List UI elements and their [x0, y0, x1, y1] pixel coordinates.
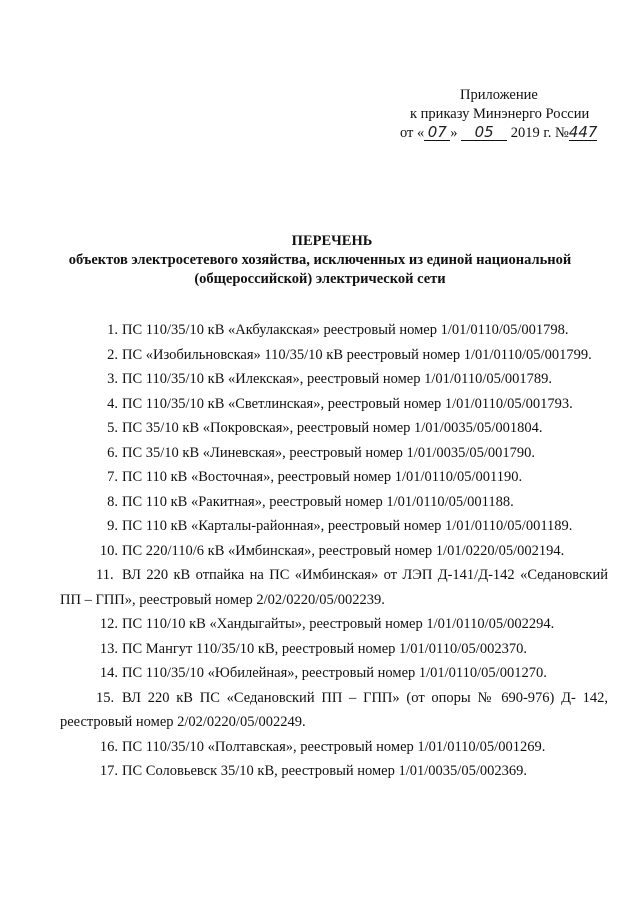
list-item-text: ПС «Изобильновская» 110/35/10 кВ реестровый номер 1/01/0110/05/001799. — [122, 346, 592, 363]
list-item — [60, 441, 608, 466]
list-item-text: ПС 110 кВ «Ракитная», реестровый номер 1/01/0110/05/001188. — [122, 493, 514, 510]
list-item-number: 3. — [107, 371, 118, 387]
list-item-number: 10. — [99, 542, 118, 559]
list-item-number: 9. — [107, 518, 118, 534]
list-item — [60, 563, 608, 612]
appendix-block — [400, 86, 630, 143]
list-item-number: 4. — [107, 395, 118, 412]
list-item — [60, 465, 608, 490]
list-item — [60, 637, 608, 662]
list-item-number: 5. — [107, 420, 118, 436]
list-item-text: ПС 110/35/10 «Юбилейная», реестровый номер 1/01/0110/05/001270. — [122, 665, 547, 681]
list-item-number: 13. — [99, 640, 118, 657]
objects-list — [60, 318, 608, 784]
list-item-number: 7. — [107, 469, 118, 485]
list-item — [60, 514, 608, 539]
title-subtitle-line1: объектов электросетевого хозяйства, исключенных из единой национальной — [68, 252, 572, 268]
list-item — [60, 661, 608, 686]
list-item — [60, 735, 608, 760]
list-item-number: 17. — [99, 763, 118, 779]
title-subtitle-line2: (общероссийской) электрической сети — [194, 271, 446, 287]
list-item-number: 1. — [107, 322, 118, 338]
title-main: ПЕРЕЧЕНЬ — [291, 233, 373, 249]
list-item — [60, 612, 608, 637]
list-item-text: ПС 110/35/10 «Полтавская», реестровый номер 1/01/0110/05/001269. — [122, 738, 546, 755]
list-item-text: ПС 35/10 кВ «Покровская», реестровый номер 1/01/0035/05/001804. — [122, 420, 543, 436]
list-item-number: 6. — [107, 444, 118, 461]
list-item — [60, 416, 608, 441]
document-title — [0, 232, 640, 289]
list-item-text: ПС 35/10 кВ «Линевская», реестровый номер 1/01/0035/05/001790. — [122, 444, 536, 461]
handwritten-order-number: 447 — [568, 123, 598, 141]
handwritten-month: 05 — [461, 125, 507, 141]
list-item-text: ПС 110 кВ «Восточная», реестровый номер 1/01/0110/05/001190. — [122, 469, 523, 485]
appendix-order-ref: к приказу Минэнерго России — [410, 106, 590, 122]
list-item-number: 12. — [99, 616, 118, 632]
list-item — [60, 392, 608, 417]
list-item-text: ПС 220/110/6 кВ «Имбинская», реестровый номер 1/01/0220/05/002194. — [122, 542, 565, 559]
list-item-number: 14. — [99, 665, 118, 681]
handwritten-day: 07 — [424, 125, 450, 141]
list-item-text: ПС Соловьевск 35/10 кВ, реестровый номер 1/01/0035/05/002369. — [122, 763, 527, 779]
list-item-text: ПС 110/35/10 кВ «Илекская», реестровый номер 1/01/0110/05/001789. — [122, 371, 553, 387]
appendix-date-line — [400, 124, 630, 143]
list-item — [60, 490, 608, 515]
list-item — [60, 686, 608, 735]
date-prefix: от « — [400, 125, 425, 141]
list-item — [60, 343, 608, 368]
list-item-text: ПС 110/35/10 кВ «Светлинская», реестровый номер 1/01/0110/05/001793. — [122, 395, 573, 412]
list-item — [60, 759, 608, 784]
list-item-number: 11. — [96, 567, 114, 583]
date-year: 2019 г. № — [510, 125, 569, 141]
list-item-number: 16. — [99, 738, 118, 755]
list-item-number: 15. — [96, 689, 115, 706]
list-item-text: ПС Мангут 110/35/10 кВ, реестровый номер 1/01/0110/05/002370. — [122, 640, 527, 657]
list-item-text: ПС 110/10 кВ «Хандыгайты», реестровый номер 1/01/0110/05/002294. — [122, 616, 555, 632]
appendix-title: Приложение — [460, 87, 538, 103]
date-separator: » — [450, 125, 458, 141]
list-item-number: 2. — [107, 346, 118, 363]
list-item-text: ВЛ 220 кВ ПС «Седановский ПП – ГПП» (от опоры № 690-976) Д- 142, реестровый номер 2/02/0220/05/002249. — [60, 689, 608, 730]
list-item — [60, 367, 608, 392]
list-item-text: ВЛ 220 кВ отпайка на ПС «Имбинская» от ЛЭП Д-141/Д-142 «Седановский ПП – ГПП», реестровый номер 2/02/0220/05/002239. — [60, 567, 608, 608]
list-item-number: 8. — [107, 493, 118, 510]
list-item — [60, 318, 608, 343]
list-item-text: ПС 110 кВ «Карталы-районная», реестровый номер 1/01/0110/05/001189. — [122, 518, 573, 534]
list-item — [60, 539, 608, 564]
list-item-text: ПС 110/35/10 кВ «Акбулакская» реестровый номер 1/01/0110/05/001798. — [122, 322, 569, 338]
